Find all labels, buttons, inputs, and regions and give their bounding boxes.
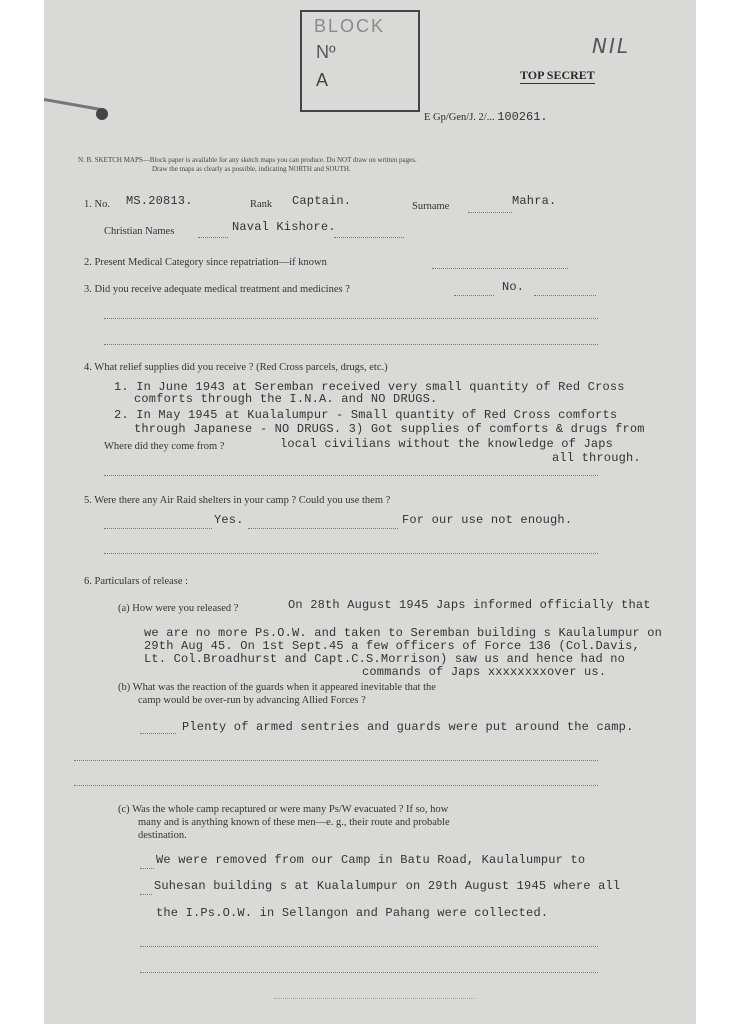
q5-label: 5. Were there any Air Raid shelters in your camp ? Could you use them ? <box>84 495 391 506</box>
stamp-block-text: BLOCK <box>314 16 386 36</box>
q6a-line-1: On 28th August 1945 Japs informed officially that <box>288 598 651 612</box>
q1-no-value: MS.20813. <box>126 194 193 208</box>
q6b-answer: Plenty of armed sentries and guards were put around the camp. <box>182 720 634 734</box>
q4-where-label: Where did they come from ? <box>104 441 225 452</box>
q2-label: 2. Present Medical Category since repatriation—if known <box>84 257 327 268</box>
q4-line-5: local civilians without the knowledge of Japs <box>280 437 614 451</box>
q6a-line-4: Lt. Col.Broadhurst and Capt.C.S.Morrison) saw us and hence had no <box>144 652 626 666</box>
q6a-line-5: commands of Japs xxxxxxxxover us. <box>362 665 607 679</box>
block-stamp <box>300 10 420 112</box>
q1-rank-value: Captain. <box>292 194 352 208</box>
q6c-line-1: We were removed from our Camp in Batu Road, Kaulalumpur to <box>156 853 586 867</box>
q4-line-3: 2. In May 1945 at Kualalumpur - Small quantity of Red Cross comforts <box>114 408 618 422</box>
q6a-line-2: we are no more Ps.O.W. and taken to Seremban building s Kaulalumpur on <box>144 626 663 640</box>
q4-label: 4. What relief supplies did you receive ? (Red Cross parcels, drugs, etc.) <box>84 362 388 373</box>
q1-christian-label: Christian Names <box>104 226 175 237</box>
q1-surname-label: Surname <box>412 201 450 212</box>
punch-hole <box>96 108 108 120</box>
nil-annotation: NIL <box>592 34 631 58</box>
q1-rank-label: Rank <box>250 199 273 210</box>
file-reference <box>424 110 548 124</box>
q6b-label-1: (b) What was the reaction of the guards when it appeared inevitable that the <box>118 682 436 693</box>
q6c-line-3: the I.Ps.O.W. in Sellangon and Pahang were collected. <box>156 906 549 920</box>
q6c-line-2: Suhesan building s at Kualalumpur on 29th August 1945 where all <box>154 879 621 893</box>
q6c-label-3: destination. <box>138 830 187 841</box>
stamp-letter: A <box>316 70 329 90</box>
q4-line-4: through Japanese - NO DRUGS. 3) Got supplies of comforts & drugs from <box>134 422 645 436</box>
q1-christian-value: Naval Kishore. <box>232 220 336 234</box>
q1-no-label: 1. No. <box>84 199 110 210</box>
document-page <box>44 0 696 1024</box>
file-ref-number: 100261. <box>497 110 548 124</box>
q5-answer-b: For our use not enough. <box>402 513 573 527</box>
q3-answer: No. <box>502 280 525 294</box>
q5-answer-a: Yes. <box>214 513 244 527</box>
sketch-map-note-1: N. B. SKETCH MAPS—Block paper is available for any sketch maps you can produce. Do NOT draw on written pages. <box>78 156 417 164</box>
q3-label: 3. Did you receive adequate medical treatment and medicines ? <box>84 284 350 295</box>
q6c-label-2: many and is anything known of these men—e. g., their route and probable <box>138 817 450 828</box>
q6a-line-3: 29th Aug 45. On 1st Sept.45 a few officers of Force 136 (Col.Davis, <box>144 639 640 653</box>
q6c-label-1: (c) Was the whole camp recaptured or were many Ps/W evacuated ? If so, how <box>118 804 449 815</box>
q6a-label: (a) How were you released ? <box>118 603 239 614</box>
q4-line-2: comforts through the I.N.A. and NO DRUGS. <box>134 392 438 406</box>
q6-label: 6. Particulars of release : <box>84 576 189 587</box>
q4-line-6: all through. <box>552 451 641 465</box>
q6b-label-2: camp would be over-run by advancing Allied Forces ? <box>138 695 366 706</box>
sketch-map-note-2: Draw the maps as clearly as possible, indicating NORTH and SOUTH. <box>152 165 351 173</box>
classification-label: TOP SECRET <box>520 68 595 82</box>
file-ref-label: E Gp/Gen/J. 2/... <box>424 112 495 123</box>
stamp-no-text: Nº <box>316 42 336 62</box>
q1-surname-value: Mahra. <box>512 194 557 208</box>
q4-line-1: 1. In June 1943 at Seremban received very small quantity of Red Cross <box>114 380 625 394</box>
